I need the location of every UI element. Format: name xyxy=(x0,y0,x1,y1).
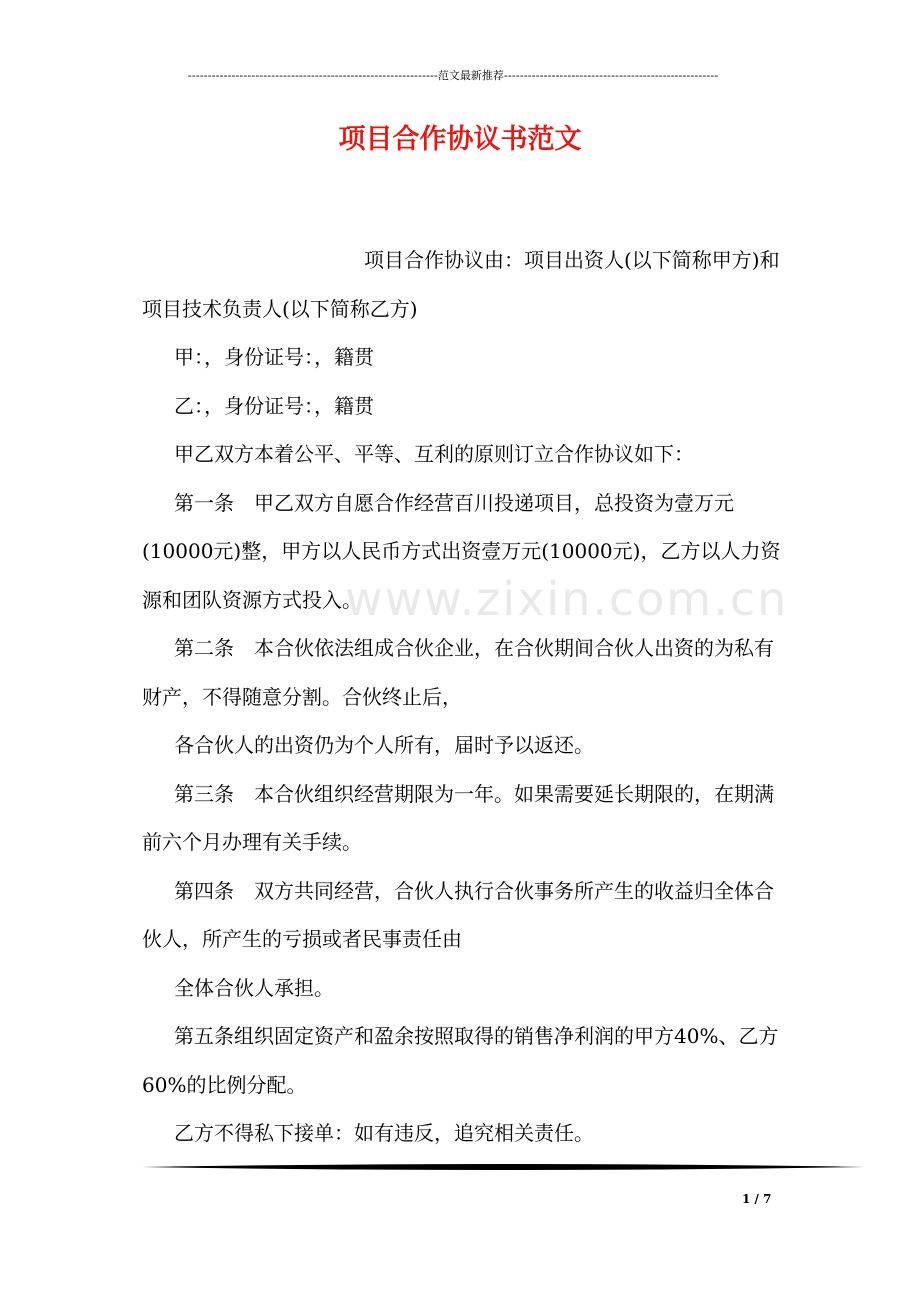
paragraph-article-3: 第三条 本合伙组织经营期限为一年。如果需要延长期限的，在期满前六个月办理有关手续。 xyxy=(142,781,774,854)
paragraph-article-5: 第五条组织固定资产和盈余按照取得的销售净利润的甲方40%、乙方60%的比例分配。 xyxy=(142,1024,779,1097)
page-number: 1 / 7 xyxy=(742,1192,772,1206)
footer-divider xyxy=(142,1163,864,1171)
paragraph-party-a: 甲：，身份证号：，籍贯 xyxy=(174,345,374,369)
paragraph-article-2-cont: 各合伙人的出资仍为个人所有，届时予以返还。 xyxy=(174,733,594,757)
header-banner: ---------------------------------------------------------------范文最新推荐------------------------------------------------------ xyxy=(187,69,719,82)
paragraph-article-2: 第二条 本合伙依法组成合伙企业，在合伙期间合伙人出资的为私有财产，不得随意分割。合伙终止后， xyxy=(142,636,774,709)
paragraph-article-4-cont: 全体合伙人承担。 xyxy=(174,975,334,1000)
paragraph-principle: 甲乙双方本着公平、平等、互利的原则订立合作协议如下： xyxy=(174,442,694,466)
paragraph-article-4: 第四条 双方共同经营，合伙人执行合伙事务所产生的收益归全体合伙人，所产生的亏损或者民事责任由 xyxy=(142,878,774,951)
watermark: www.zixin.com.cn xyxy=(345,572,789,626)
document-body xyxy=(142,236,784,1158)
paragraph-intro: 项目合作协议由：项目出资人(以下简称甲方)和项目技术负责人(以下简称乙方) xyxy=(142,248,780,321)
document-title: 项目合作协议书范文 xyxy=(338,124,582,155)
paragraph-no-private-orders: 乙方不得私下接单：如有违反，追究相关责任。 xyxy=(174,1121,594,1145)
paragraph-party-b: 乙：，身份证号：，籍贯 xyxy=(174,393,374,418)
paragraph-article-1: 第一条 甲乙双方自愿合作经营百川投递项目，总投资为壹万元(10000元)整，甲方以人民币方式出资壹万元(10000元)，乙方以人力资源和团队资源方式投入。 xyxy=(142,490,781,612)
